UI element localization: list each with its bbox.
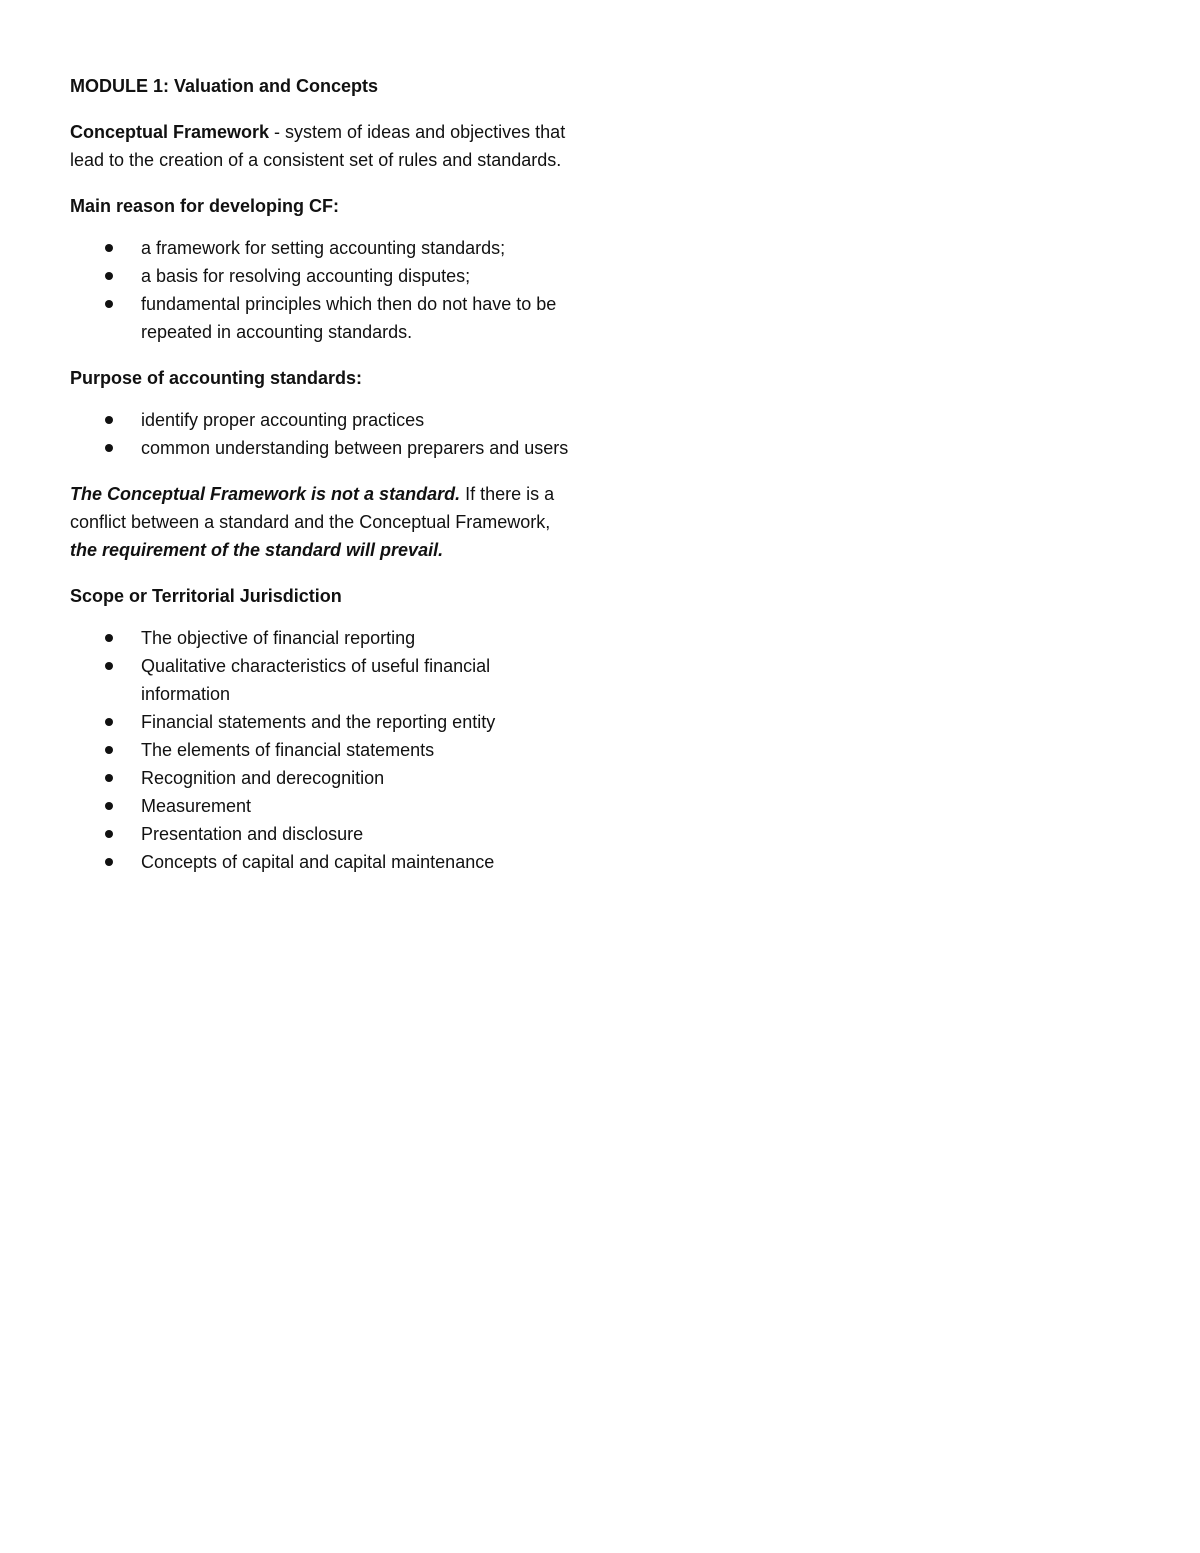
list-item: Measurement (70, 792, 570, 820)
scope-list (70, 624, 570, 876)
list-item: Concepts of capital and capital maintenance (70, 848, 570, 876)
scope-heading: Scope or Territorial Jurisdiction (70, 586, 342, 606)
main-reason-list (70, 234, 570, 346)
list-item: identify proper accounting practices (70, 406, 481, 434)
list-item: common understanding between preparers and users (70, 434, 570, 462)
note-paragraph (70, 480, 570, 564)
definition-term: Conceptual Framework (70, 122, 270, 142)
list-item: a framework for setting accounting standards; (70, 234, 570, 262)
list-item: Qualitative characteristics of useful financial information (70, 652, 570, 708)
list-item: Presentation and disclosure (70, 820, 570, 848)
note-text: If there is a conflict between a standard and the Conceptual Framework, (70, 484, 555, 532)
purpose-list (70, 406, 570, 462)
note-emphasis-2: the requirement of the standard will prevail. (70, 540, 444, 560)
definition-text: - system of ideas and objectives that lead to the creation of a consistent set of rules and standards. (70, 122, 566, 170)
main-reason-heading: Main reason for developing CF: (70, 196, 340, 216)
list-item: The elements of financial statements (70, 736, 570, 764)
list-item: Recognition and derecognition (70, 764, 570, 792)
list-item: Financial statements and the reporting entity (70, 708, 570, 736)
note-emphasis-1: The Conceptual Framework is not a standard. (70, 484, 461, 504)
document-page (70, 72, 570, 894)
list-item: a basis for resolving accounting disputes; (70, 262, 570, 290)
list-item: The objective of financial reporting (70, 624, 570, 652)
module-title: MODULE 1: Valuation and Concepts (70, 76, 379, 96)
list-item: fundamental principles which then do not have to be repeated in accounting standards. (70, 290, 570, 346)
definition-paragraph (70, 118, 570, 174)
purpose-heading: Purpose of accounting standards: (70, 368, 363, 388)
